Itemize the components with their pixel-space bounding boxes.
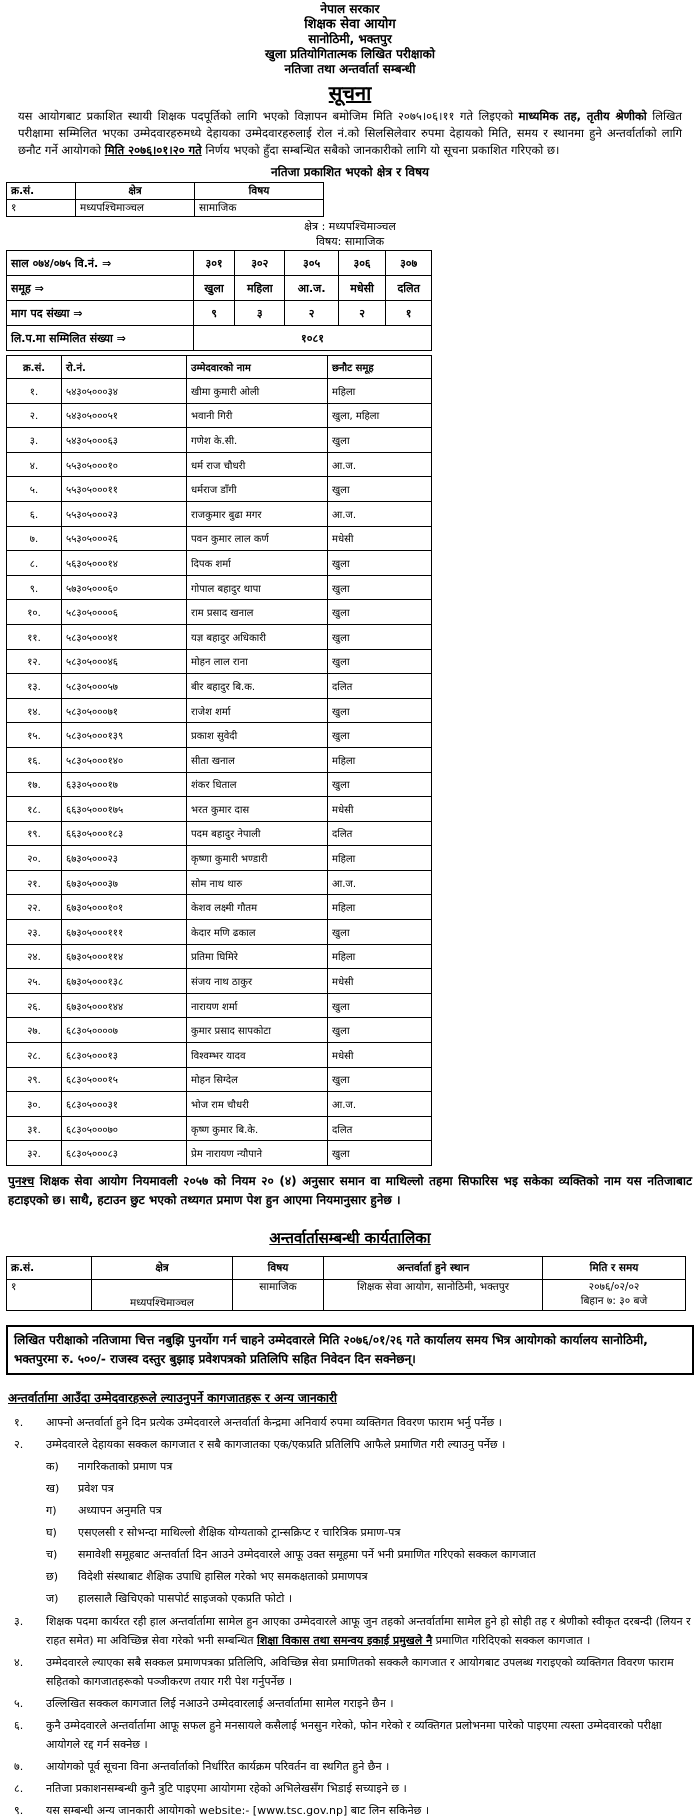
sched-date: २०७६/०२/०२ (588, 1281, 640, 1293)
cand-roll: ५८३०५०००१४० (62, 747, 187, 772)
area-header-subject: विषय (195, 183, 324, 200)
item-number: ७. (14, 1760, 24, 1773)
cand-name: संजय नाथ ठाकुर (187, 969, 328, 994)
intro-text-1: यस आयोगबाट प्रकाशित स्थायी शिक्षक पदपूर्तिको लागि भएको विज्ञापन बमोजिम मिति २०७५।०६।११ गते लिइएको (18, 109, 519, 123)
cand-roll: ६८३०५०००८३ (62, 1141, 187, 1166)
sched-header-sn: क्र.सं. (7, 1257, 92, 1280)
cand-group: महिला (328, 846, 432, 871)
subitem-letter: क) (46, 1460, 59, 1473)
sched-sn: १ (7, 1280, 92, 1311)
code-306: ३०६ (338, 251, 385, 276)
participants-label: लि.प.मा सम्मिलित संख्या ⇒ (7, 326, 194, 351)
cand-name: कृष्णा कुमारी भण्डारी (187, 846, 328, 871)
instruction-item (8, 1716, 692, 1754)
area-heading: नतिजा प्रकाशित भएको क्षेत्र र विषय (271, 165, 429, 179)
cand-group: खुला, महिला (328, 403, 432, 428)
group-open: खुला (194, 276, 235, 301)
sched-datetime (543, 1280, 686, 1311)
cand-group: खुला (328, 575, 432, 600)
item-number: ५. (14, 1697, 24, 1710)
participants-count: १०८१ (194, 326, 432, 351)
document-subitem (8, 1478, 692, 1500)
cand-name: भरत कुमार दास (187, 797, 328, 822)
cand-group: खुला (328, 1141, 432, 1166)
subitem-text: विदेशी संस्थाबाट शैक्षिक उपाधि हासिल गरेको भए समकक्षताको प्रमाणपत्र (78, 1570, 368, 1583)
cand-sn: ११. (7, 624, 62, 649)
cand-group: खुला (328, 624, 432, 649)
sched-time: बिहान ७: ३० बजे (580, 1295, 648, 1307)
area-table-header (7, 183, 324, 200)
instructions-rest (8, 1653, 692, 1820)
document-subitem (8, 1566, 692, 1588)
cand-sn: १०. (7, 600, 62, 625)
cand-sn: १८. (7, 797, 62, 822)
subitem-text: हालसालै खिचिएको पासपोर्ट साइजको एकप्रति फोटो । (78, 1592, 293, 1605)
item-text: यस सम्बन्धी अन्य जानकारी आयोगको website:- [www.tsc.gov.np] बाट लिन सकिनेछ । (46, 1804, 430, 1817)
cand-name: प्रकाश सुवेदी (187, 723, 328, 748)
header-line-5: नतिजा तथा अन्तर्वार्ता सम्बन्धी (284, 62, 416, 76)
subitem-letter: ज) (46, 1592, 59, 1605)
cand-name: गोपाल बहादुर थापा (187, 575, 328, 600)
cand-name: राजकुमार बुढा मगर (187, 501, 328, 526)
cand-sn: ३२. (7, 1141, 62, 1166)
cand-sn: १३. (7, 674, 62, 699)
cand-name: मोहन लाल राना (187, 649, 328, 674)
table-row (7, 428, 432, 453)
table-row (7, 551, 432, 576)
cand-roll: ५४३०५०००५१ (62, 403, 187, 428)
item3-bold: शिक्षा विकास तथा समन्वय इकाई प्रमुखले नै (256, 1634, 433, 1647)
cand-group: आ.ज. (328, 501, 432, 526)
document-subitem (8, 1456, 692, 1478)
cand-roll: ६८३०५०००३१ (62, 1092, 187, 1117)
table-row (7, 452, 432, 477)
table-row (7, 526, 432, 551)
cand-roll: ५७३०५०००६० (62, 575, 187, 600)
item-number: ३. (14, 1615, 24, 1628)
sched-header-place: अन्तर्वार्ता हुने स्थान (324, 1257, 543, 1280)
intro-text-2: लिखित परीक्षामा सम्मिलित भएका उम्मेदवारहरुमध्ये देहायका उम्मेदवारहरुलाई रोल नं.को सिलसिलेवार रुपमा देहायको मिति, समय र स्थानमा हुने अन्तर्वार्ताको लागि छनौट गर्ने आयोगको (18, 109, 682, 157)
cand-group: खुला (328, 600, 432, 625)
cand-name: यज्ञ बहादुर अधिकारी (187, 624, 328, 649)
cand-sn: २७. (7, 1018, 62, 1043)
cand-sn: २३. (7, 920, 62, 945)
cand-sn: २४. (7, 944, 62, 969)
cand-roll: ६८३०५०००७० (62, 1116, 187, 1141)
document-sublist (8, 1456, 692, 1610)
cand-group: दलित (328, 674, 432, 699)
cand-roll: ५५३०५०००१० (62, 452, 187, 477)
cand-sn: १६. (7, 747, 62, 772)
table-row (7, 1018, 432, 1043)
cand-sn: ३०. (7, 1092, 62, 1117)
table-row (7, 477, 432, 502)
cand-group: खुला (328, 1018, 432, 1043)
intro-text-3: निर्णय भएको हुँदा सम्बन्धित सबैको जानकारीको लागि यो सूचना प्रकाशित गरिएको छ। (201, 143, 560, 157)
code-307: ३०७ (386, 251, 432, 276)
item3-text-a: शिक्षक पदमा कार्यरत रही हाल अन्तर्वार्तामा सामेल हुन आएका उम्मेदवारले आफू जुन तहको अन्तर्वार्तामा सामेल हुने हो सोही तह र श्रेणीको स्वीकृत दरबन्दी (लियन र राहत समेत) मा अविच्छिन्न सेवा गरेको भनी सम्बन्धित (46, 1615, 691, 1647)
table-row (7, 870, 432, 895)
table-row (7, 403, 432, 428)
cand-group: खुला (328, 477, 432, 502)
demand-label: माग पद संख्या ⇒ (7, 301, 194, 326)
cand-group: दलित (328, 1116, 432, 1141)
cand-roll: ५५३०५०००२३ (62, 501, 187, 526)
cand-sn: १२. (7, 649, 62, 674)
cand-name: सीता खनाल (187, 747, 328, 772)
table-row (7, 600, 432, 625)
document-subitem (8, 1522, 692, 1544)
cand-header-name: उम्मेदवारको नाम (187, 356, 328, 379)
cand-name: पवन कुमार लाल कर्ण (187, 526, 328, 551)
table-row (7, 1141, 432, 1166)
cand-sn: २५. (7, 969, 62, 994)
cand-group: मधेसी (328, 1043, 432, 1068)
cand-group: खुला (328, 551, 432, 576)
cand-group: खुला (328, 920, 432, 945)
cand-name: भवानी गिरी (187, 403, 328, 428)
area-table-row (7, 200, 324, 217)
cand-roll: ६६३०५०००१७५ (62, 797, 187, 822)
cand-name: दिपक शर्मा (187, 551, 328, 576)
cand-group: खुला (328, 698, 432, 723)
cand-name: कृष्ण कुमार बि.के. (187, 1116, 328, 1141)
document-subitem (8, 1588, 692, 1610)
intro-bold-1: माध्यमिक तह, तृतीय श्रेणीको (518, 109, 647, 123)
cand-roll: ५८३०५०००७१ (62, 698, 187, 723)
cand-group: आ.ज. (328, 870, 432, 895)
header-line-1: नेपाल सरकार (320, 2, 380, 16)
cand-sn: २. (7, 403, 62, 428)
header-line-4: खुला प्रतियोगितात्मक लिखित परीक्षाको (265, 47, 435, 61)
item-number: ४. (14, 1656, 24, 1669)
item-text: आफ्नो अन्तर्वार्ता हुने दिन प्रत्येक उम्मेदवारले अन्तर्वार्ता केन्द्रमा अनिवार्य रुपमा व्यक्तिगत विवरण फाराम भर्नु पर्नेछ । (46, 1416, 502, 1429)
group-madhesi: मधेसी (338, 276, 385, 301)
sched-place: शिक्षक सेवा आयोग, सानोठिमी, भक्तपुर (324, 1280, 543, 1311)
cand-group: खुला (328, 723, 432, 748)
region-line: क्षेत्र : मध्यपश्चिमाञ्चल (304, 220, 396, 233)
candidates-header (7, 356, 432, 379)
group-indigenous: आ.ज. (285, 276, 338, 301)
item-number: ९. (14, 1804, 24, 1817)
stats-group-row (7, 276, 432, 301)
table-row (7, 723, 432, 748)
cand-roll: ६८३०५०००१५ (62, 1067, 187, 1092)
cand-roll: ६७३०५०००१४४ (62, 993, 187, 1018)
cand-sn: १५. (7, 723, 62, 748)
item3-text-c: प्रमाणित गरिदिएको सक्कल कागजात । (432, 1634, 591, 1647)
cand-group: महिला (328, 379, 432, 404)
schedule-title: अन्तर्वार्तासम्बन्धी कार्यतालिका (269, 1229, 431, 1247)
instruction-item (8, 1612, 692, 1650)
cand-group: आ.ज. (328, 452, 432, 477)
header-line-3: सानोठिमी, भक्तपुर (308, 32, 392, 46)
table-row (7, 846, 432, 871)
cand-roll: ५८३०५०००४१ (62, 624, 187, 649)
cand-name: प्रेम नारायण न्यौपाने (187, 1141, 328, 1166)
cand-sn: ७. (7, 526, 62, 551)
cand-roll: ६८३०५००००७ (62, 1018, 187, 1043)
demand-dalit: १ (386, 301, 432, 326)
cand-sn: ९. (7, 575, 62, 600)
subitem-letter: छ) (46, 1570, 59, 1583)
instruction-item (8, 1653, 692, 1691)
sched-header-subject: विषय (233, 1257, 324, 1280)
cand-name: बीर बहादुर बि.क. (187, 674, 328, 699)
cand-group: मधेसी (328, 526, 432, 551)
item-number: ६. (14, 1719, 24, 1732)
table-row (7, 1092, 432, 1117)
cand-name: नारायण शर्मा (187, 993, 328, 1018)
subitem-letter: ख) (46, 1482, 60, 1495)
postscript-lead: पुनश्च (8, 1174, 35, 1188)
cand-roll: ५४३०५०००६३ (62, 428, 187, 453)
table-row (7, 698, 432, 723)
cand-group: आ.ज. (328, 1092, 432, 1117)
table-row (7, 379, 432, 404)
cand-sn: २८. (7, 1043, 62, 1068)
notice-title: सूचना (328, 81, 372, 105)
item-text (46, 1612, 692, 1650)
area-subject: सामाजिक (195, 200, 324, 217)
instruction-item (8, 1434, 692, 1456)
instruction-item (8, 1779, 692, 1798)
cand-name: राजेश शर्मा (187, 698, 328, 723)
table-row (7, 944, 432, 969)
cand-name: शंकर धिताल (187, 772, 328, 797)
schedule-table (6, 1256, 686, 1311)
cand-name: केशव लक्ष्मी गौतम (187, 895, 328, 920)
cand-header-group: छनौट समूह (328, 356, 432, 379)
cand-roll: ५५३०५०००११ (62, 477, 187, 502)
cand-name: खीमा कुमारी ओली (187, 379, 328, 404)
cand-sn: १९. (7, 821, 62, 846)
cand-roll: ५६३०५०००१४ (62, 551, 187, 576)
table-row (7, 969, 432, 994)
item-text: आयोगको पूर्व सूचना विना अन्तर्वार्ताको निर्धारित कार्यक्रम परिवर्तन वा स्थगित हुने छैन । (46, 1760, 390, 1773)
postscript-note (8, 1172, 692, 1210)
cand-name: मोहन सिग्देल (187, 1067, 328, 1092)
demand-women: ३ (235, 301, 285, 326)
cand-name: सोम नाथ थारु (187, 870, 328, 895)
document-subitem (8, 1500, 692, 1522)
table-row (7, 1116, 432, 1141)
area-header-region: क्षेत्र (76, 183, 195, 200)
cand-sn: ६. (7, 501, 62, 526)
cand-name: विश्वम्भर यादव (187, 1043, 328, 1068)
item-number: ८. (14, 1782, 24, 1795)
schedule-row (7, 1280, 686, 1311)
area-table (6, 182, 324, 217)
cand-roll: ६३३०५०००१७ (62, 772, 187, 797)
code-302: ३०२ (235, 251, 285, 276)
sched-subject: सामाजिक (233, 1280, 324, 1311)
cand-roll: ५४३०५०००३४ (62, 379, 187, 404)
cand-roll: ६७३०५०००३७ (62, 870, 187, 895)
table-row (7, 895, 432, 920)
item-text: कुनै उम्मेदवारले अन्तर्वार्तामा आफू सफल हुने मनसायले कसैलाई भनसुन गरेको, फोन गरेको र व्यक्तिगत प्रलोभनमा पारेको पाइएमा त्यस्ता उम्मेदवारको परीक्षा आयोगले रद्द गर्न सक्नेछ । (46, 1719, 662, 1751)
item-text: उल्लिखित सक्कल कागजात लिई नआउने उम्मेदवारलाई अन्तर्वार्तामा सामेल गराइने छैन । (46, 1697, 394, 1710)
cand-sn: ८. (7, 551, 62, 576)
subitem-letter: ग) (46, 1504, 57, 1517)
table-row (7, 797, 432, 822)
candidates-table (6, 355, 432, 1166)
sched-header-datetime: मिति र समय (543, 1257, 686, 1280)
cand-sn: ४. (7, 452, 62, 477)
demand-madhesi: २ (338, 301, 385, 326)
cand-sn: १४. (7, 698, 62, 723)
cand-name: भोज राम चौधरी (187, 1092, 328, 1117)
code-305: ३०५ (285, 251, 338, 276)
table-row (7, 747, 432, 772)
stats-demand-row (7, 301, 432, 326)
cand-header-roll: रो.नं. (62, 356, 187, 379)
item-number: १. (14, 1416, 24, 1429)
cand-name: प्रतिमा घिमिरे (187, 944, 328, 969)
table-row (7, 575, 432, 600)
stats-codes-row (7, 251, 432, 276)
cand-group: खुला (328, 993, 432, 1018)
cand-group: महिला (328, 944, 432, 969)
table-row (7, 821, 432, 846)
table-row (7, 501, 432, 526)
instructions-list (8, 1412, 692, 1820)
cand-sn: २६. (7, 993, 62, 1018)
intro-paragraph (18, 108, 682, 159)
intro-bold-2: मिति २०७६।०१।२० गते (104, 143, 202, 157)
cand-group: दलित (328, 821, 432, 846)
table-row (7, 1043, 432, 1068)
cand-name: गणेश के.सी. (187, 428, 328, 453)
instruction-item (8, 1412, 692, 1434)
subitem-text: एसएलसी र सोभन्दा माथिल्लो शैक्षिक योग्यताको ट्रान्सक्रिप्ट र चारित्रिक प्रमाण-पत्र (78, 1526, 401, 1539)
sched-region: मध्यपश्चिमाञ्चल (92, 1280, 233, 1311)
cand-name: पदम बहादुर नेपाली (187, 821, 328, 846)
cand-header-sn: क्र.सं. (7, 356, 62, 379)
cand-sn: २२. (7, 895, 62, 920)
cand-sn: १. (7, 379, 62, 404)
cand-name: धर्म राज चौधरी (187, 452, 328, 477)
cand-roll: ६६३०५०००१८३ (62, 821, 187, 846)
cand-roll: ६७३०५०००१३८ (62, 969, 187, 994)
area-sn: १ (7, 200, 76, 217)
table-row (7, 674, 432, 699)
cand-roll: ५८३०५०००४६ (62, 649, 187, 674)
cand-sn: २०. (7, 846, 62, 871)
subitem-text: प्रवेश पत्र (78, 1482, 114, 1495)
sched-header-region: क्षेत्र (92, 1257, 233, 1280)
cand-group: खुला (328, 649, 432, 674)
cand-roll: ६७३०५०००१११ (62, 920, 187, 945)
subitem-text: नागरिकताको प्रमाण पत्र (78, 1460, 173, 1473)
table-row (7, 649, 432, 674)
table-row (7, 772, 432, 797)
cand-roll: ६७३०५०००११४ (62, 944, 187, 969)
item-text: उम्मेदवारले ल्याएका सबै सक्कल प्रमाणपत्रका प्रतिलिपि, अविच्छिन्न सेवा प्रमाणितको सक्कलै कागजात र आयोगबाट उपलब्ध गराइएको व्यक्तिगत विवरण फाराम सहितको कागजातहरूको पञ्जीकरण तयार गरी पेश गर्नुपर्नेछ । (46, 1656, 674, 1688)
cand-group: खुला (328, 1067, 432, 1092)
year-label: साल ०७४/०७५ वि.नं. ⇒ (7, 251, 194, 276)
cand-roll: ५५३०५०००२६ (62, 526, 187, 551)
cand-sn: १७. (7, 772, 62, 797)
cand-name: कुमार प्रसाद सापकोटा (187, 1018, 328, 1043)
cand-group: मधेसी (328, 969, 432, 994)
cand-roll: ५८३०५०००१३९ (62, 723, 187, 748)
cand-roll: ६७३०५०००१०१ (62, 895, 187, 920)
demand-open: ९ (194, 301, 235, 326)
documents-title: अन्तर्वार्तामा आउँदा उम्मेदवारहरूले ल्याउनुपर्ने कागजातहरू र अन्य जानकारी (8, 1391, 337, 1405)
cand-group: खुला (328, 772, 432, 797)
header-line-2: शिक्षक सेवा आयोग (304, 17, 396, 32)
subitem-letter: घ) (46, 1526, 57, 1539)
cand-name: राम प्रसाद खनाल (187, 600, 328, 625)
cand-sn: २९. (7, 1067, 62, 1092)
document-header (0, 0, 700, 77)
table-row (7, 1067, 432, 1092)
table-row (7, 624, 432, 649)
instruction-item (8, 1801, 692, 1820)
cand-sn: ३१. (7, 1116, 62, 1141)
cand-roll: ६७३०५०००२३ (62, 846, 187, 871)
subject-line: विषय: सामाजिक (315, 235, 385, 248)
cand-sn: ३. (7, 428, 62, 453)
item-text: उम्मेदवारले देहायका सक्कल कागजात र सबै कागजातका एक/एकप्रति प्रतिलिपि आफैले प्रमाणित गरी ल्याउनु पर्नेछ । (46, 1438, 506, 1451)
group-dalit: दलित (386, 276, 432, 301)
item-number: २. (14, 1438, 24, 1451)
subitem-text: अध्यापन अनुमति पत्र (78, 1504, 162, 1517)
cand-name: धर्मराज डाँगी (187, 477, 328, 502)
stats-participants-row (7, 326, 432, 351)
cand-group: मधेसी (328, 797, 432, 822)
schedule-header (7, 1257, 686, 1280)
table-row (7, 993, 432, 1018)
stats-table (6, 250, 432, 351)
area-region: मध्यपश्चिमाञ्चल (76, 200, 195, 217)
group-label: समूह ⇒ (7, 276, 194, 301)
code-301: ३०१ (194, 251, 235, 276)
subitem-text: समावेशी समूहबाट अन्तर्वार्ता दिन आउने उम्मेदवारले आफू उक्त समूहमा पर्ने भनी प्रमाणित गरिएको सक्कल कागजात (78, 1548, 536, 1561)
postscript-text: शिक्षक सेवा आयोग नियमावली २०५७ को नियम २० (४) अनुसार समान वा माथिल्लो तहमा सिफारिस भइ सकेका व्यक्तिको नाम यस नतिजाबाट हटाइएको छ। साथै, हटाउन छुट भएको तथ्यगत प्रमाण पेश हुन आएमा नियमानुसार हुनेछ । (8, 1174, 692, 1207)
cand-sn: २१. (7, 870, 62, 895)
cand-roll: ६८३०५०००१३ (62, 1043, 187, 1068)
group-women: महिला (235, 276, 285, 301)
document-subitem (8, 1544, 692, 1566)
instruction-item (8, 1694, 692, 1713)
cand-roll: ५८३०५००००६ (62, 600, 187, 625)
instruction-item (8, 1757, 692, 1776)
cand-group: खुला (328, 428, 432, 453)
table-row (7, 920, 432, 945)
recheck-notice: लिखित परीक्षाको नतिजामा चित्त नबुझि पुनर्योग गर्न चाहने उम्मेदवारले मिति २०७६/०१/२६ गते कार्यालय समय भित्र आयोगको कार्यालय सानोठिमी, भक्तपुरमा रु. ५००/- राजस्व दस्तुर बुझाइ प्रवेशपत्रको प्रतिलिपि सहित निवेदन दिन सक्नेछन्। (6, 1325, 694, 1375)
demand-indigenous: २ (285, 301, 338, 326)
cand-name: केदार मणि ढकाल (187, 920, 328, 945)
cand-group: महिला (328, 895, 432, 920)
cand-group: महिला (328, 747, 432, 772)
cand-roll: ५८३०५०००५७ (62, 674, 187, 699)
cand-sn: ५. (7, 477, 62, 502)
area-header-sn: क्र.सं. (7, 183, 76, 200)
subitem-letter: च) (46, 1548, 58, 1561)
item-text: नतिजा प्रकाशनसम्बन्धी कुनै त्रुटि पाइएमा आयोगमा रहेको अभिलेखसँग भिडाई सच्याइने छ । (46, 1782, 407, 1795)
